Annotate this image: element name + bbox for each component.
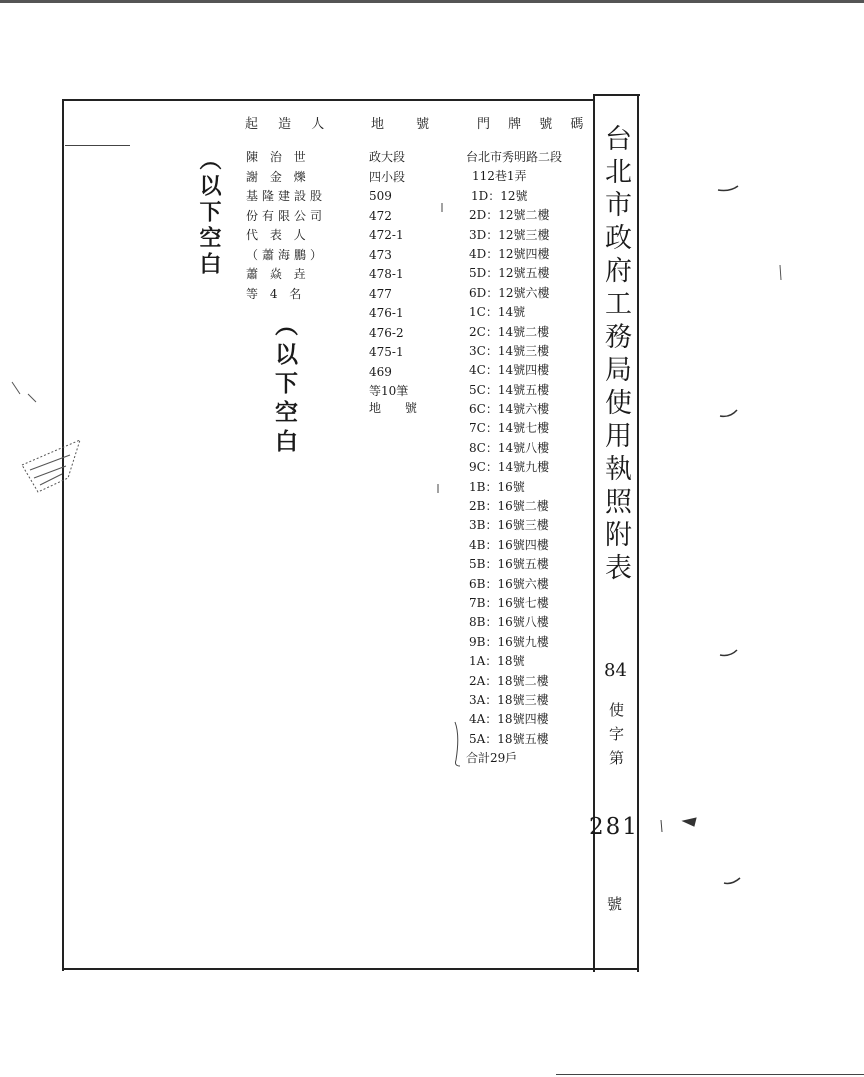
list-item: 地 號 — [369, 401, 427, 415]
permit-number: 281 — [589, 814, 639, 840]
address-list — [466, 148, 562, 769]
header-lot: 地 號 — [371, 117, 444, 132]
list-item: 政大段 — [369, 150, 406, 164]
list-item: 8B：16號八樓 — [469, 615, 549, 630]
list-item: 蕭 焱 垚 — [246, 267, 310, 281]
list-item: 2A：18號二樓 — [469, 673, 549, 688]
form-right-border — [637, 94, 639, 972]
list-item: 6C：14號六樓 — [469, 402, 550, 417]
list-item: 3A：18號三樓 — [469, 692, 549, 707]
list-item: 四小段 — [369, 169, 406, 184]
list-item: 6D：12號六樓 — [469, 285, 550, 300]
page-title: 台北市政府工務局使用執照附表 — [600, 124, 631, 586]
form-top-border — [63, 99, 593, 101]
list-item: （蕭海鵬） — [246, 247, 327, 262]
margin-mark — [22, 440, 80, 492]
margin-mark — [720, 410, 737, 416]
applicant-list — [246, 148, 326, 304]
stamp-blank-center: （以下空白 — [271, 313, 297, 458]
margin-mark — [455, 722, 460, 766]
margin-mark — [661, 820, 662, 832]
list-item: 473 — [369, 247, 392, 262]
list-item: 472-1 — [369, 228, 404, 242]
list-item: 477 — [369, 286, 392, 301]
list-item: 478-1 — [369, 267, 404, 281]
permit-suffix: 號 — [607, 895, 623, 913]
list-item: 陳 治 世 — [246, 150, 310, 164]
list-item: 5D：12號五樓 — [469, 266, 550, 281]
list-item: 3D：12號三樓 — [469, 227, 550, 242]
permit-year: 84 — [604, 660, 627, 681]
list-item: 台北市秀明路二段 — [466, 150, 563, 164]
list-item: 5C：14號五樓 — [469, 382, 550, 397]
margin-mark — [718, 186, 738, 191]
list-item: 476-1 — [369, 306, 404, 320]
title-top-border — [593, 94, 640, 96]
list-item: 等10筆 — [369, 384, 409, 398]
list-item: 6B：16號六樓 — [469, 576, 549, 591]
form-left-border — [62, 99, 64, 971]
list-item: 7C：14號七樓 — [469, 421, 550, 436]
list-item: 1D：12號 — [471, 188, 528, 203]
list-item: 472 — [369, 208, 392, 223]
list-item: 等 4 名 — [246, 286, 306, 301]
list-item: 1C：14號 — [469, 305, 526, 320]
margin-mark — [780, 265, 781, 280]
stamp-blank-left: （以下空白 — [196, 148, 221, 278]
margin-mark — [683, 818, 696, 826]
scan-top-edge — [0, 0, 864, 3]
form-bottom-border — [62, 968, 639, 970]
list-item: 5A：18號五樓 — [469, 731, 549, 746]
left-header-rule — [65, 145, 130, 146]
list-item: 4A：18號四樓 — [469, 712, 549, 727]
list-item: 469 — [369, 364, 392, 379]
list-item: 3C：14號三樓 — [469, 343, 550, 358]
margin-mark — [724, 878, 740, 883]
list-item: 475-1 — [369, 345, 404, 359]
list-item: 9C：14號九樓 — [469, 460, 550, 475]
list-item: 3B：16號三樓 — [469, 518, 549, 533]
list-item: 代 表 人 — [246, 228, 310, 242]
list-item: 5B：16號五樓 — [469, 557, 549, 572]
lot-list — [369, 148, 427, 419]
permit-prefix: 使字第 — [607, 702, 625, 774]
list-item: 9B：16號九樓 — [469, 634, 549, 649]
list-item: 份有限公司 — [246, 208, 327, 223]
list-item: 112巷1弄 — [472, 169, 527, 184]
list-item: 8C：14號八樓 — [469, 440, 550, 455]
list-item: 4D：12號四樓 — [469, 246, 550, 261]
list-item: 2C：14號二樓 — [469, 324, 550, 339]
list-item: 謝 金 爍 — [246, 169, 310, 184]
list-item: 4B：16號四樓 — [469, 537, 549, 552]
list-item: 2D：12號二樓 — [469, 208, 550, 223]
margin-mark — [720, 650, 737, 655]
header-address: 門 牌 號 碼 — [477, 117, 591, 132]
list-item: 1B：16號 — [469, 479, 525, 494]
list-item: 2B：16號二樓 — [469, 499, 549, 514]
bottom-scan-line — [556, 1074, 864, 1075]
list-item: 1A：18號 — [469, 654, 525, 669]
column-divider — [593, 96, 595, 972]
list-item: 合計29戶 — [466, 751, 518, 766]
list-item: 4C：14號四樓 — [469, 363, 550, 378]
list-item: 基隆建設股 — [246, 189, 327, 203]
list-item: 509 — [369, 189, 392, 203]
list-item: 476-2 — [369, 325, 404, 340]
header-applicant: 起 造 人 — [245, 117, 333, 132]
list-item: 7B：16號七樓 — [469, 595, 549, 610]
margin-mark — [12, 382, 36, 402]
